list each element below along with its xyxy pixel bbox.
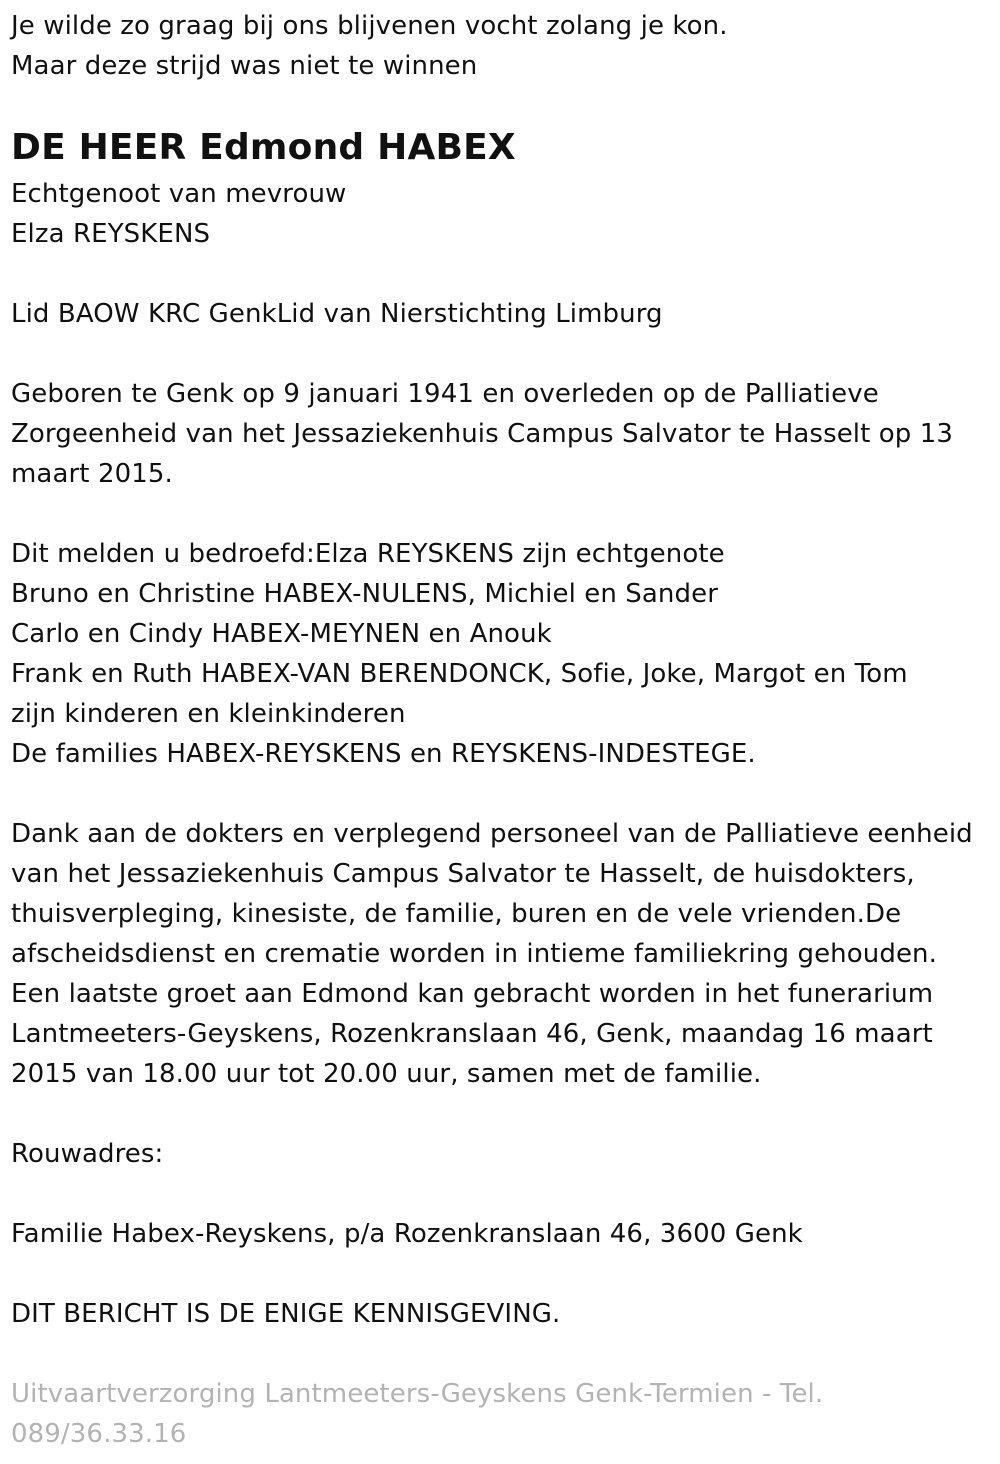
thanks-line: van het Jessaziekenhuis Campus Salvator te Hasselt, de huisdokters, [11, 859, 915, 889]
spouse-block [11, 174, 1000, 254]
birth-death-block [11, 374, 1000, 494]
birth-death-line: Geboren te Genk op 9 januari 1941 en overleden op de Palliatieve [11, 379, 879, 409]
spacer [11, 254, 1000, 294]
thanks-line: Een laatste groet aan Edmond kan gebracht worden in het funerarium [11, 979, 934, 1009]
spacer [11, 1094, 1000, 1134]
family-line: Carlo en Cindy HABEX-MEYNEN en Anouk [11, 619, 552, 649]
family-line: De families HABEX-REYSKENS en REYSKENS-INDESTEGE. [11, 739, 756, 769]
spouse-line: Echtgenoot van mevrouw [11, 179, 347, 209]
funeral-home-footer [11, 1374, 1000, 1454]
poem-line: Maar deze strijd was niet te winnen [11, 51, 478, 81]
poem-block [11, 6, 1000, 86]
address-label: Rouwadres: [11, 1139, 164, 1169]
spacer [11, 334, 1000, 374]
family-block [11, 534, 1000, 774]
thanks-line: afscheidsdienst en crematie worden in intieme familiekring gehouden. [11, 939, 937, 969]
poem-line: Je wilde zo graag bij ons blijvenen vocht zolang je kon. [11, 11, 728, 41]
thanks-line: Dank aan de dokters en verplegend personeel van de Palliatieve eenheid [11, 819, 973, 849]
family-line: zijn kinderen en kleinkinderen [11, 699, 406, 729]
birth-death-line: maart 2015. [11, 459, 173, 489]
funeral-home-line: Uitvaartverzorging Lantmeeters-Geyskens Genk-Termien - Tel. [11, 1379, 824, 1409]
spacer [11, 1254, 1000, 1294]
mourning-address: Familie Habex-Reyskens, p/a Rozenkranslaan 46, 3600 Genk [11, 1219, 803, 1249]
family-line: Frank en Ruth HABEX-VAN BERENDONCK, Sofie, Joke, Margot en Tom [11, 659, 908, 689]
spacer [11, 494, 1000, 534]
membership-line: Lid BAOW KRC GenkLid van Nierstichting Limburg [11, 299, 663, 329]
family-line: Dit melden u bedroefd:Elza REYSKENS zijn echtgenote [11, 539, 725, 569]
spouse-name: Elza REYSKENS [11, 219, 211, 249]
family-line: Bruno en Christine HABEX-NULENS, Michiel en Sander [11, 579, 718, 609]
spacer [11, 1174, 1000, 1214]
spacer [11, 774, 1000, 814]
birth-death-line: Zorgeenheid van het Jessaziekenhuis Campus Salvator te Hasselt op 13 [11, 419, 954, 449]
thanks-line: Lantmeeters-Geyskens, Rozenkranslaan 46, Genk, maandag 16 maart [11, 1019, 933, 1049]
deceased-name-heading: DE HEER Edmond HABEX [11, 127, 516, 168]
thanks-line: thuisverpleging, kinesiste, de familie, buren en de vele vrienden.De [11, 899, 902, 929]
sole-notice: DIT BERICHT IS DE ENIGE KENNISGEVING. [11, 1299, 561, 1329]
thanks-line: 2015 van 18.00 uur tot 20.00 uur, samen met de familie. [11, 1059, 762, 1089]
funeral-home-phone: 089/36.33.16 [11, 1419, 187, 1449]
spacer [11, 1334, 1000, 1374]
thanks-block [11, 814, 1000, 1094]
